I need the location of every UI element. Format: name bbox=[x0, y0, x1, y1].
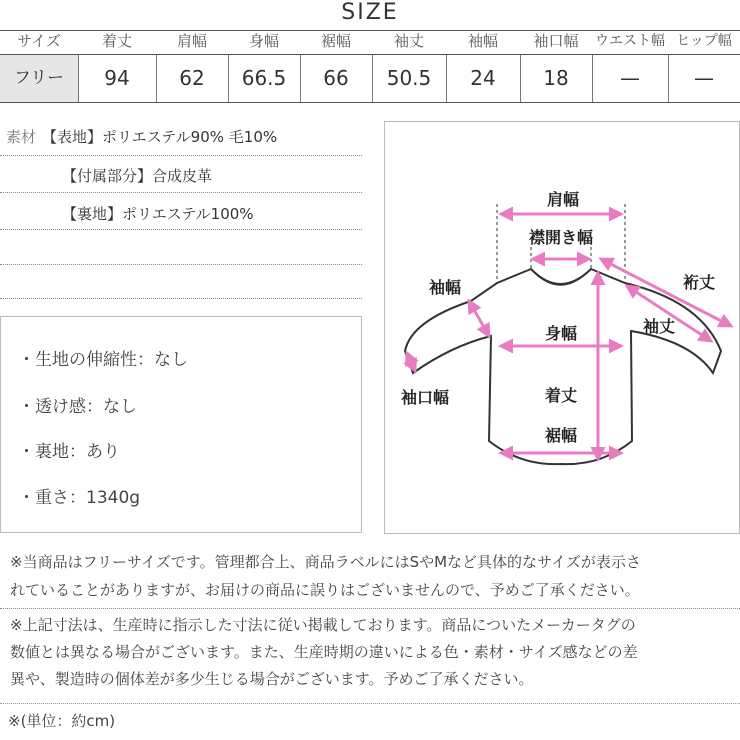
material-line-3: 【裏地】ポリエステル100% bbox=[62, 205, 254, 223]
value-hem: 66 bbox=[323, 66, 349, 90]
dotted-divider bbox=[0, 229, 362, 230]
table-divider bbox=[372, 55, 373, 102]
header-hem: 裾幅 bbox=[320, 32, 351, 50]
table-divider bbox=[520, 55, 521, 102]
property-stretch: ・生地の伸縮性：なし bbox=[18, 350, 188, 370]
header-sleeve-width: 袖幅 bbox=[467, 32, 498, 50]
dotted-divider bbox=[0, 298, 362, 299]
value-waist: — bbox=[620, 66, 640, 90]
header-shoulder: 肩幅 bbox=[176, 32, 207, 50]
label-yuki: 裄丈 bbox=[682, 273, 716, 292]
value-length: 94 bbox=[104, 66, 130, 90]
dotted-divider bbox=[0, 608, 740, 609]
table-divider bbox=[228, 55, 229, 102]
property-sheer: ・透け感：なし bbox=[18, 397, 137, 417]
property-lining: ・裏地：あり bbox=[18, 442, 120, 462]
value-cuff: 18 bbox=[543, 66, 569, 90]
dotted-divider bbox=[0, 155, 362, 156]
label-sleeve-length: 袖丈 bbox=[642, 317, 676, 336]
header-hip: ヒップ幅 bbox=[676, 33, 732, 49]
measurement-diagram bbox=[385, 122, 739, 533]
label-neck: 襟開き幅 bbox=[528, 228, 594, 247]
table-divider bbox=[668, 55, 669, 102]
table-divider bbox=[300, 55, 301, 102]
note-line: ※当商品はフリーサイズです。管理都合上、商品ラベルにはSやMなど具体的なサイズが表示さ bbox=[10, 553, 641, 571]
note-line: 異や、製造時の個体差が多少生じる場合がございます。予めご了承ください。 bbox=[10, 670, 534, 688]
dotted-divider bbox=[0, 703, 740, 704]
value-sleeve-width: 24 bbox=[470, 66, 496, 90]
material-line-1 bbox=[6, 126, 277, 147]
note-line: 数値とは異なる場合がございます。また、生産時期の違いによる色・素材・サイズ感などの差 bbox=[10, 643, 638, 661]
label-shoulder: 肩幅 bbox=[546, 190, 580, 209]
header-waist: ウエスト幅 bbox=[595, 33, 665, 49]
sleeve-width-arrow bbox=[469, 301, 489, 336]
header-length: 着丈 bbox=[101, 32, 132, 50]
material-label: 素材 bbox=[6, 128, 37, 146]
header-cuff: 袖口幅 bbox=[533, 32, 579, 50]
value-shoulder: 62 bbox=[179, 66, 205, 90]
note-line: れていることがありますが、お届けの商品に誤りはございませんので、予めご了承ください。 bbox=[10, 581, 640, 599]
measurement-diagram-box bbox=[384, 121, 740, 534]
table-divider bbox=[156, 55, 157, 102]
note-line: ※上記寸法は、生産時に指示した寸法に従い掲載しております。商品についたメーカータグの bbox=[10, 616, 636, 634]
table-divider bbox=[78, 55, 79, 102]
unit-note: ※(単位：約cm) bbox=[8, 712, 116, 730]
header-sleeve-length: 袖丈 bbox=[393, 32, 424, 50]
value-size: フリー bbox=[13, 68, 65, 88]
neckline bbox=[531, 269, 591, 285]
table-divider bbox=[592, 55, 593, 102]
header-body-width: 身幅 bbox=[248, 32, 279, 50]
value-hip: — bbox=[694, 66, 714, 90]
label-hem: 裾幅 bbox=[544, 426, 578, 445]
yuki-arrow bbox=[601, 259, 731, 326]
size-title: SIZE bbox=[341, 0, 399, 25]
table-bottom-rule bbox=[0, 102, 740, 103]
property-weight: ・重さ：1340g bbox=[18, 488, 141, 508]
table-divider bbox=[446, 55, 447, 102]
properties-box bbox=[0, 316, 362, 533]
label-sleeve-width: 袖幅 bbox=[428, 278, 462, 297]
header-size: サイズ bbox=[17, 32, 61, 50]
value-body-width: 66.5 bbox=[241, 66, 287, 90]
label-body-width: 身幅 bbox=[544, 324, 578, 343]
material-text: 【表地】ポリエステル90% 毛10% bbox=[42, 128, 278, 146]
material-line-2: 【付属部分】合成皮革 bbox=[62, 167, 213, 185]
value-sleeve-length: 50.5 bbox=[386, 66, 432, 90]
dotted-divider bbox=[0, 264, 362, 265]
dotted-divider bbox=[0, 192, 362, 193]
label-length: 着丈 bbox=[544, 386, 578, 405]
label-cuff: 袖口幅 bbox=[400, 388, 450, 407]
